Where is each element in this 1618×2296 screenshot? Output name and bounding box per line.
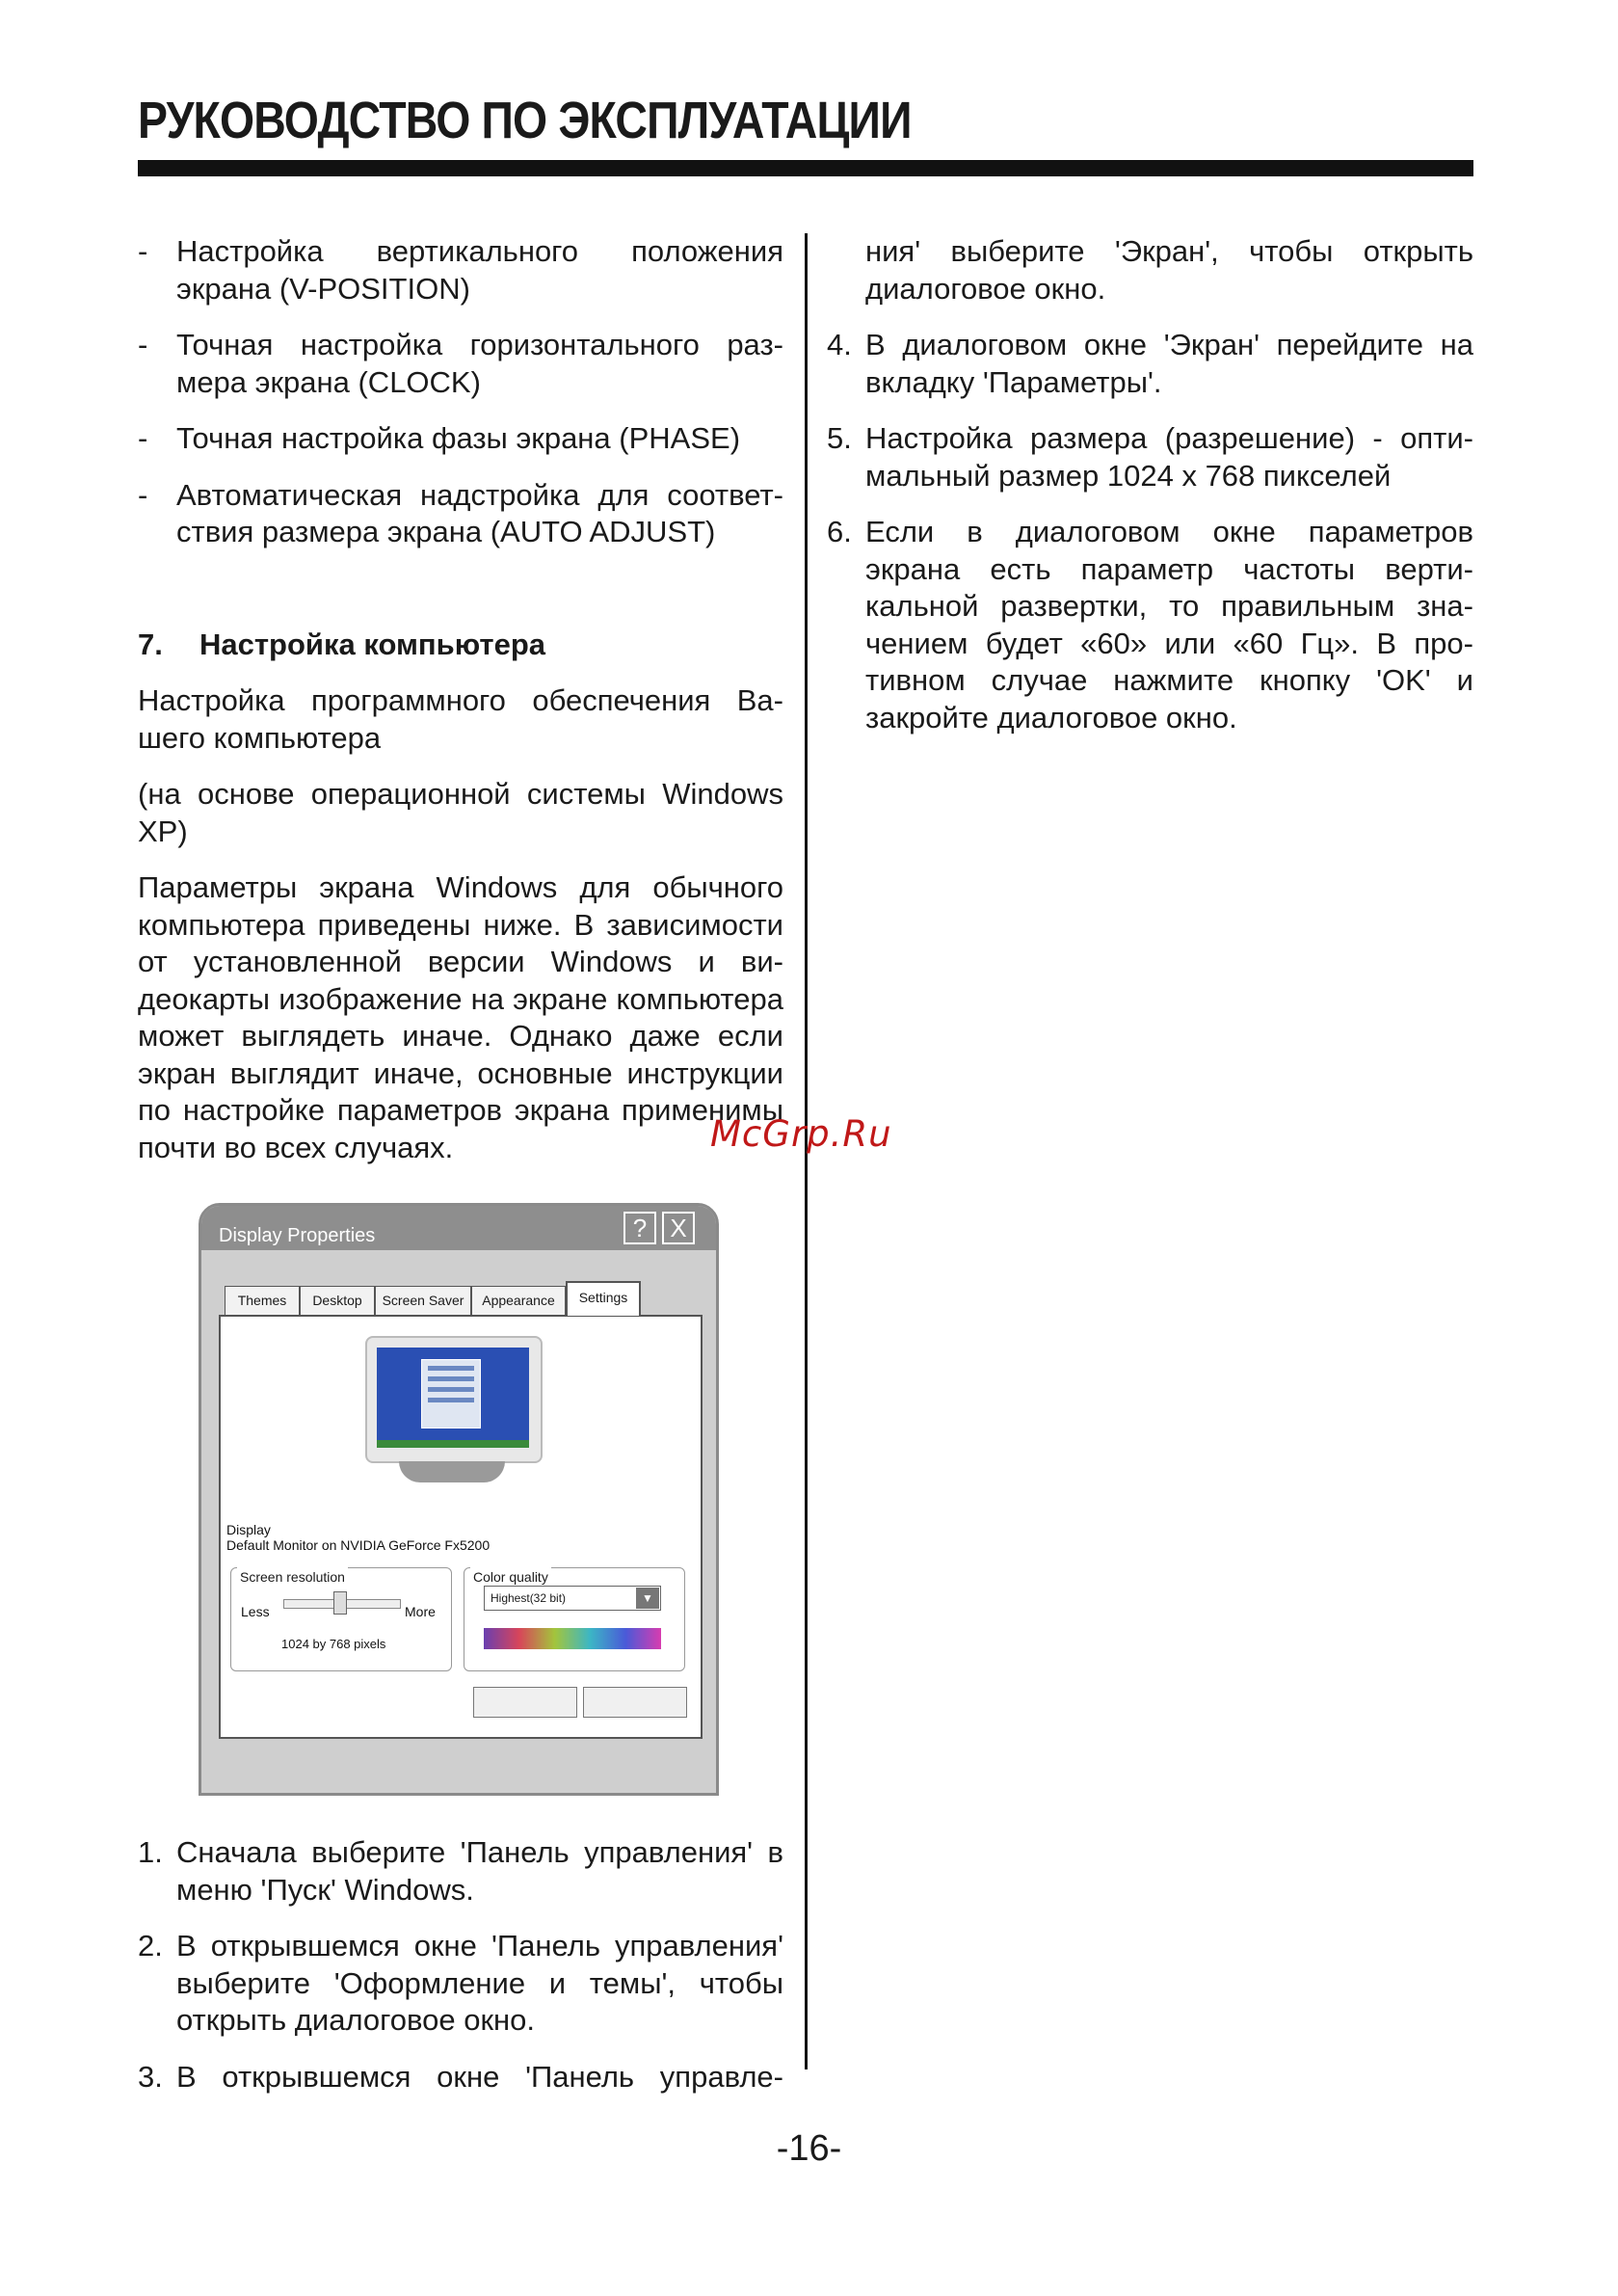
bullet-text: Точная настройка фазы экрана (PHASE) — [176, 421, 741, 455]
step-number: 4. — [827, 328, 852, 361]
color-quality-label: Color quality — [470, 1559, 551, 1596]
page-number: -16- — [776, 2128, 842, 2169]
color-quality-value: Highest(32 bit) — [491, 1591, 567, 1605]
bullet-marker: - — [138, 328, 148, 361]
screen-resolution-group — [230, 1567, 452, 1671]
settings-panel — [219, 1315, 703, 1739]
paragraph: Настройка программного обеспечения Вашего компьютера — [138, 683, 783, 755]
step-number: 2. — [138, 1929, 163, 1962]
tab-themes[interactable]: Themes — [225, 1286, 300, 1315]
window-thumbnail — [421, 1359, 481, 1428]
step-continuation: ния' выберите 'Экран', чтобы открыть диалоговое окно. — [865, 234, 1473, 306]
step-item — [827, 327, 1473, 401]
step-item — [138, 1834, 783, 1909]
slider-thumb[interactable] — [333, 1591, 347, 1615]
page-header-title: РУКОВОДСТВО ПО ЭКСПЛУАТАЦИИ — [138, 92, 912, 149]
bullet-marker: - — [138, 421, 148, 455]
step-item — [827, 420, 1473, 494]
step-item — [827, 514, 1473, 736]
step-text: Настройка размера (разрешение) - оптимальный размер 1024 x 768 пикселей — [865, 421, 1473, 493]
section-heading — [138, 627, 783, 664]
bullet-item — [138, 233, 783, 307]
chevron-down-icon[interactable]: ▼ — [636, 1588, 659, 1609]
tab-appearance[interactable]: Appearance — [471, 1286, 566, 1315]
bullet-text: Точная настройка горизонтального размера экрана (CLOCK) — [176, 328, 783, 399]
bullet-item — [138, 327, 783, 401]
left-column — [138, 233, 783, 2115]
bullet-marker: - — [138, 234, 148, 268]
bullet-marker: - — [138, 477, 148, 512]
bullet-text: Автоматическая надстройка для соответствия размера экрана (AUTO ADJUST) — [176, 477, 783, 548]
bullet-item — [138, 420, 783, 458]
step-number: 3. — [138, 2059, 163, 2094]
display-properties-dialog — [199, 1203, 719, 1796]
help-button[interactable]: ? — [623, 1212, 656, 1244]
step-number: 5. — [827, 421, 852, 455]
monitor-screen — [377, 1348, 529, 1448]
step-text: В открывшемся окне 'Панель управле- — [176, 2059, 783, 2094]
taskbar — [377, 1440, 529, 1448]
paragraph: (на основе операционной системы Windows XP) — [138, 777, 783, 848]
screen-resolution-label: Screen resolution — [237, 1559, 348, 1596]
less-label: Less — [241, 1604, 270, 1619]
step-item — [138, 1928, 783, 2040]
bullet-item — [138, 477, 783, 551]
dialog-titlebar — [201, 1206, 716, 1250]
display-label: Display — [226, 1522, 271, 1537]
section-title: Настройка компьютера — [199, 627, 545, 661]
step-number: 6. — [827, 515, 852, 548]
bullet-text: Настройка вертикального положения экрана (V-POSITION) — [176, 234, 783, 306]
dialog-title: Display Properties — [219, 1225, 376, 1246]
color-quality-select[interactable] — [484, 1586, 661, 1611]
troubleshoot-button[interactable] — [473, 1687, 577, 1718]
paragraph: Параметры экрана Windows для обычного компьютера приведены ниже. В зависимости от установленной версии Windows и видеокарты изображение на экране компьютера может выглядеть иначе. Однако даже если экран выглядит иначе, основные инструкции по настройке параметров экрана применимы почти во всех случаях. — [138, 870, 783, 1164]
color-spectrum-bar — [484, 1628, 661, 1649]
step-item — [138, 2059, 783, 2096]
right-column — [827, 233, 1473, 756]
monitor-stand — [399, 1461, 505, 1482]
step-text: В открывшемся окне 'Панель управления' выберите 'Оформление и темы', чтобы открыть диалоговое окно. — [176, 1929, 783, 2037]
close-button[interactable]: X — [662, 1212, 695, 1244]
tab-screen-saver[interactable]: Screen Saver — [375, 1286, 471, 1315]
header-rule — [138, 160, 1473, 176]
tab-settings[interactable]: Settings — [566, 1281, 641, 1316]
step-text: Сначала выберите 'Панель управления' в меню 'Пуск' Windows. — [176, 1835, 783, 1907]
monitor-preview — [365, 1336, 543, 1463]
step-text: В диалоговом окне 'Экран' перейдите на вкладку 'Параметры'. — [865, 328, 1473, 399]
more-label: More — [405, 1604, 436, 1619]
step-number: 1. — [138, 1835, 163, 1869]
resolution-value: 1024 by 768 pixels — [281, 1637, 386, 1651]
color-quality-group — [464, 1567, 685, 1671]
watermark: McGrp.Ru — [710, 1113, 892, 1155]
tab-desktop[interactable]: Desktop — [300, 1286, 375, 1315]
section-number: 7. — [138, 627, 163, 661]
display-device: Default Monitor on NVIDIA GeForce Fx5200 — [226, 1537, 491, 1553]
advanced-button[interactable] — [583, 1687, 687, 1718]
step-text: Если в диалоговом окне параметров экрана есть параметр частоты вертикальной развертки, то правильным значением будет «60» или «60 Гц». В противном случае нажмите кнопку 'OK' и закройте диалоговое окно. — [865, 515, 1473, 734]
